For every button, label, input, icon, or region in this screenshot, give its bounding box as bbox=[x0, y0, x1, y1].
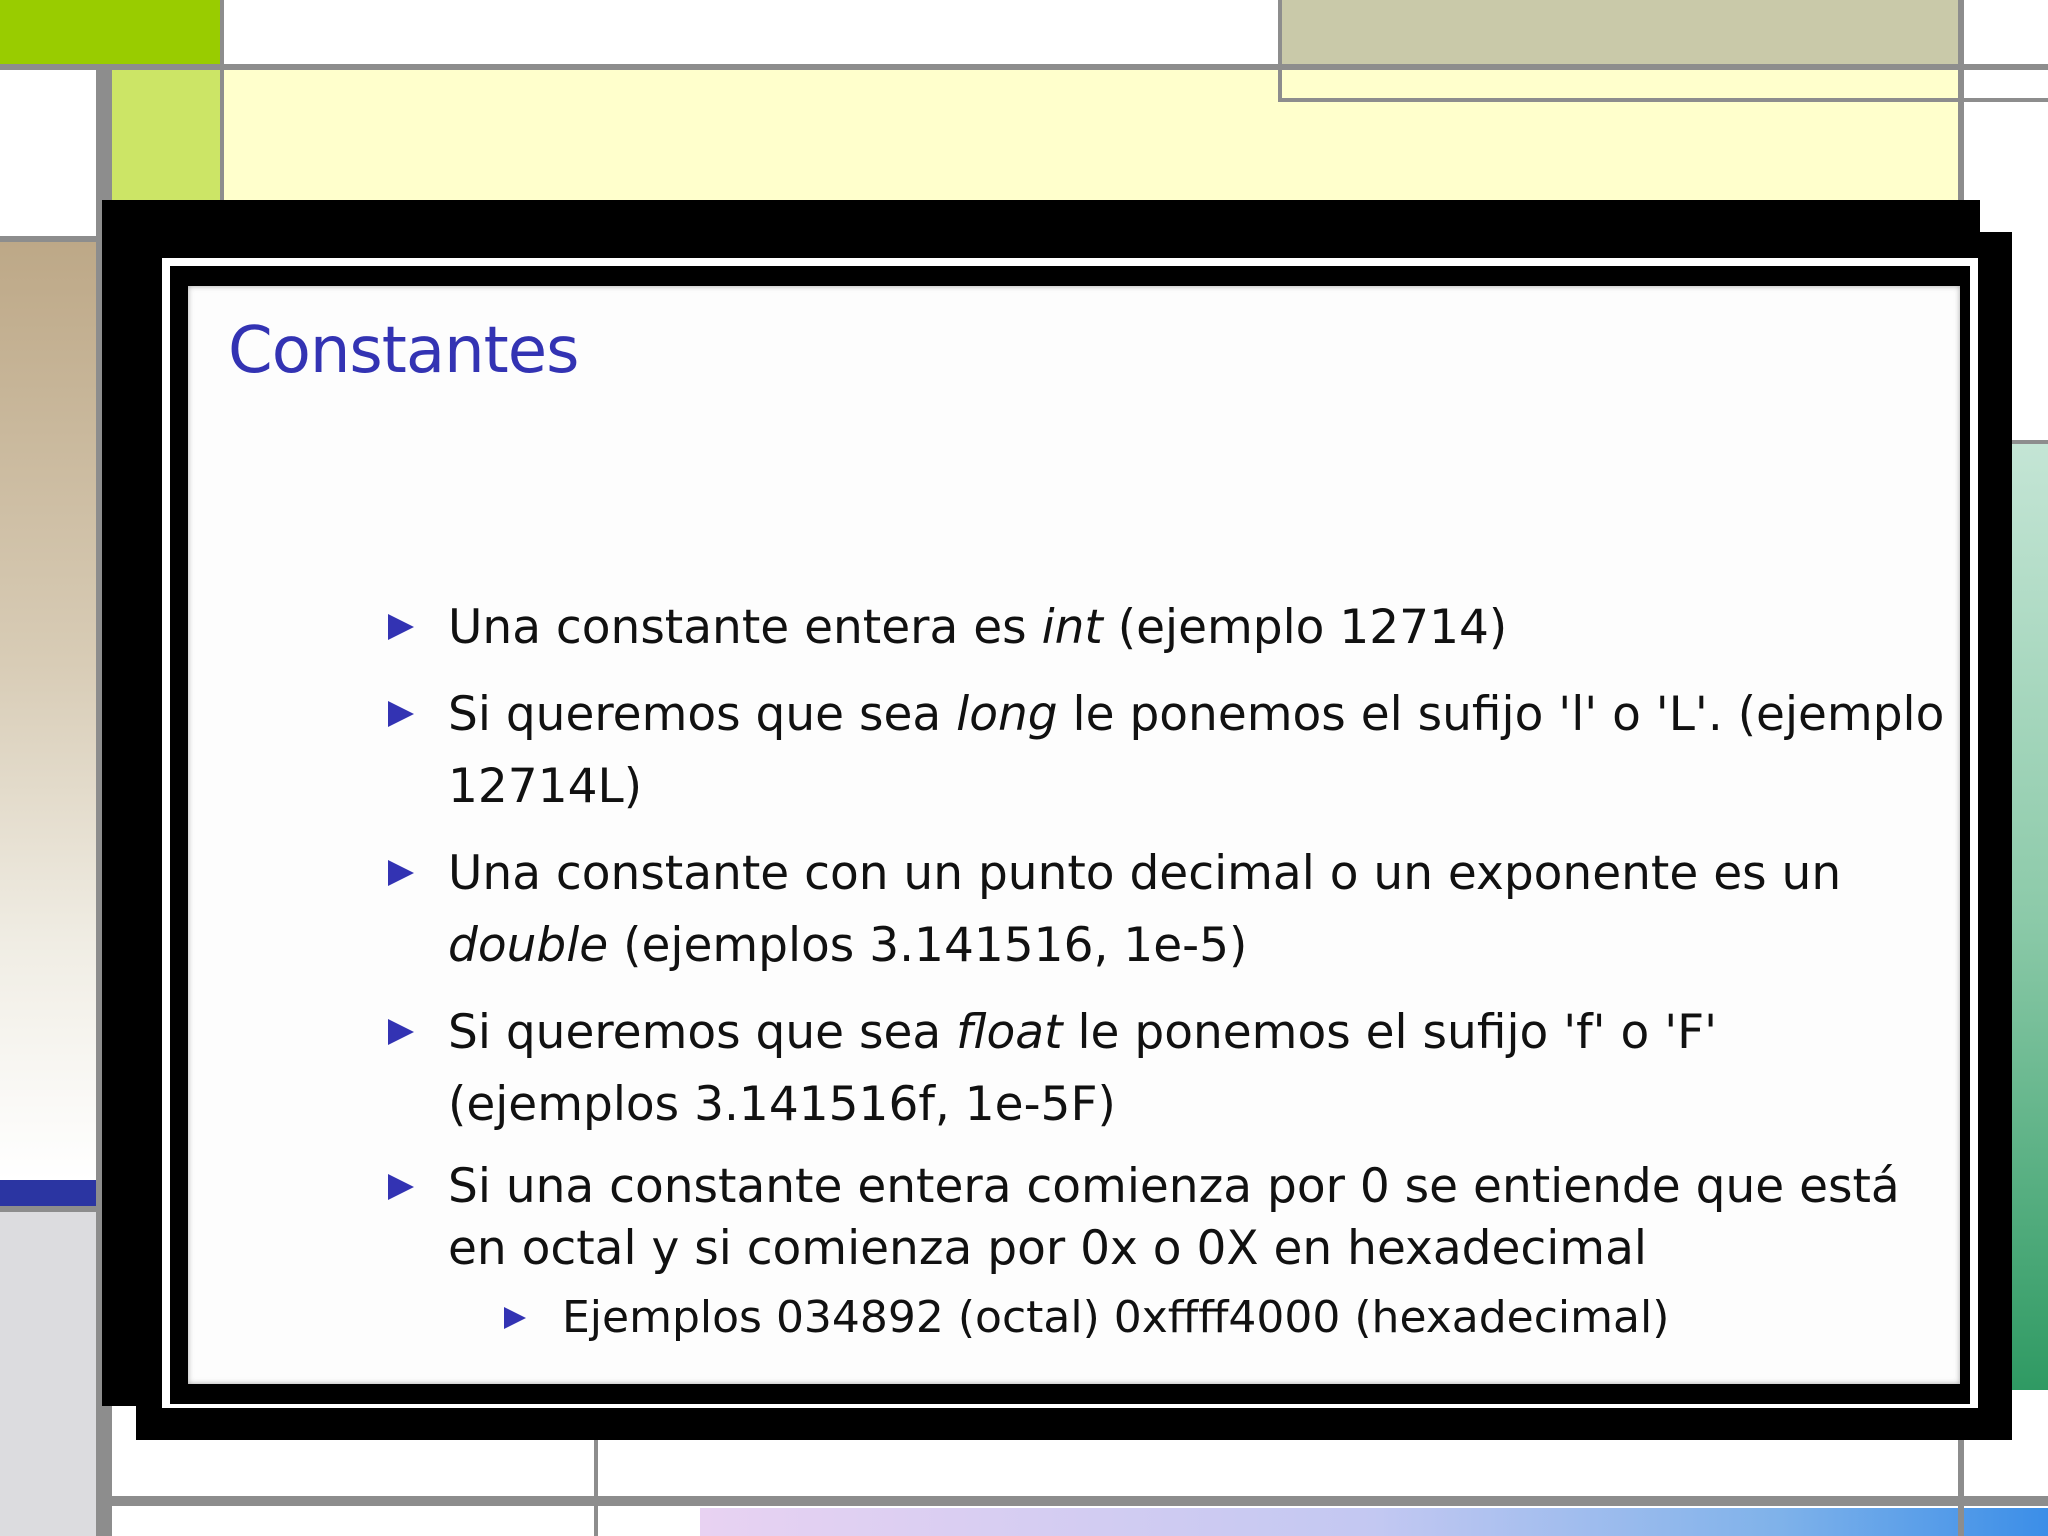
triangle-right-icon bbox=[504, 1307, 526, 1329]
triangle-right-icon bbox=[388, 701, 414, 727]
slide bbox=[188, 286, 1960, 1384]
background-block-gray bbox=[0, 1212, 96, 1536]
grid-line bbox=[1278, 0, 1282, 100]
grid-line bbox=[220, 0, 224, 230]
list-item bbox=[388, 838, 1948, 982]
grid-line bbox=[1278, 98, 2048, 102]
background-block-green bbox=[0, 0, 222, 64]
triangle-right-icon bbox=[388, 614, 414, 640]
triangle-right-icon bbox=[388, 1174, 414, 1200]
list-item bbox=[388, 679, 1948, 823]
bullet-emphasis: float bbox=[956, 1005, 1063, 1060]
grid-line bbox=[96, 1496, 2048, 1506]
bullet-text: Si una constante entera comienza por 0 se entiende que está en octal y si comienza por 0x o 0X en hexadecimal bbox=[448, 1159, 1900, 1276]
triangle-right-icon bbox=[388, 1019, 414, 1045]
bullet-emphasis: long bbox=[956, 687, 1058, 742]
bullet-text: le ponemos el sufijo 'f' o 'F' (ejemplos 3.141516f, 1e-5F) bbox=[448, 1005, 1718, 1132]
slide-title: Constantes bbox=[228, 314, 579, 388]
bullet-text: Una constante entera es bbox=[448, 600, 1042, 655]
bullet-text: Si queremos que sea bbox=[448, 1005, 957, 1060]
sub-bullet-text: Ejemplos 034892 (octal) 0xffff4000 (hexadecimal) bbox=[562, 1292, 1670, 1343]
bullet-text: (ejemplo 12714) bbox=[1102, 600, 1508, 655]
background-block-blue bbox=[0, 1180, 96, 1206]
bullet-text: le ponemos el sufijo 'l' o 'L'. (ejemplo 12714L) bbox=[448, 687, 1945, 814]
bullet-list bbox=[388, 592, 1948, 1350]
list-item bbox=[388, 1156, 1948, 1350]
list-item bbox=[388, 997, 1948, 1141]
bullet-emphasis: int bbox=[1041, 600, 1103, 655]
background-block-tan bbox=[0, 240, 96, 1180]
triangle-right-icon bbox=[388, 860, 414, 886]
bullet-text: Una constante con un punto decimal o un exponente es un bbox=[448, 846, 1842, 901]
grid-line bbox=[0, 1206, 100, 1212]
list-item bbox=[388, 592, 1948, 664]
bullet-text: (ejemplos 3.141516, 1e-5) bbox=[608, 918, 1248, 973]
background-block-gradient bbox=[700, 1508, 2048, 1536]
grid-line bbox=[0, 64, 2048, 70]
sub-list-item bbox=[504, 1286, 1948, 1350]
sub-bullet-list bbox=[448, 1286, 1948, 1350]
bullet-emphasis: double bbox=[448, 918, 609, 973]
bullet-text: Si queremos que sea bbox=[448, 687, 957, 742]
background-block-khaki bbox=[1280, 0, 1960, 64]
grid-line bbox=[0, 236, 100, 242]
